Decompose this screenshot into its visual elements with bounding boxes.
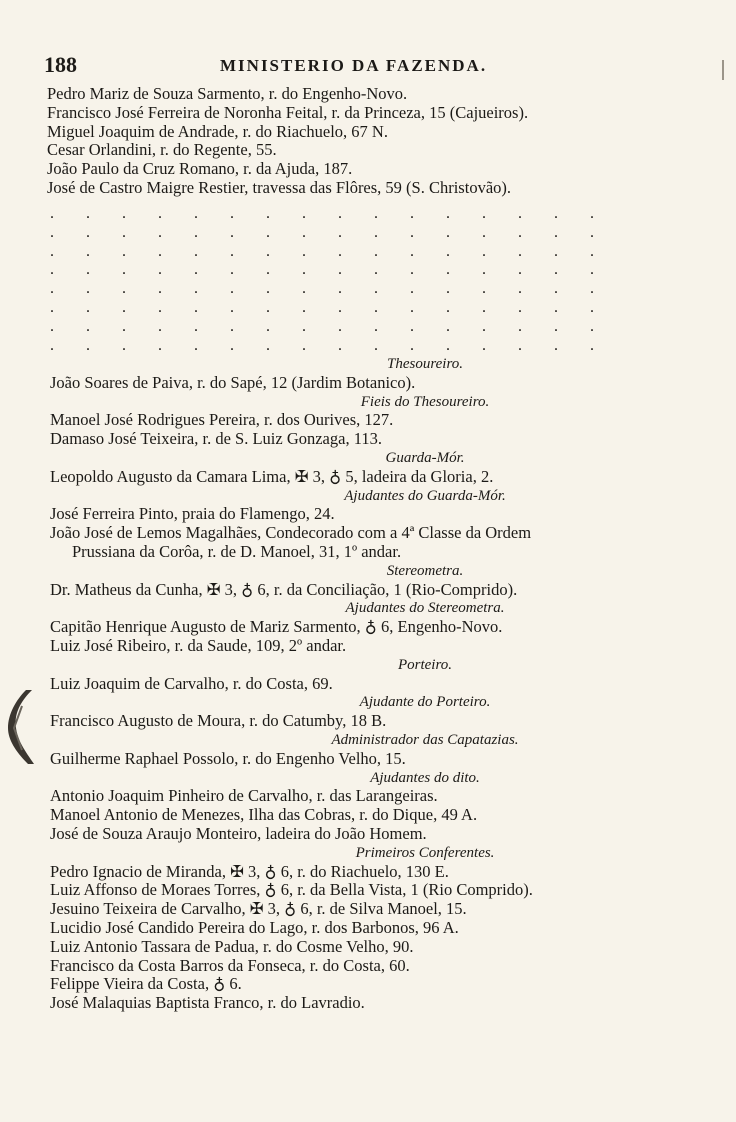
page-header	[44, 52, 664, 78]
dot-row: . . . . . . . . . . . . . . . .	[50, 223, 608, 241]
list-item: José Ferreira Pinto, praia do Flamengo, 24.	[50, 504, 335, 524]
page-number: 188	[44, 52, 77, 77]
section-heading: Fieis do Thesoureiro.	[360, 393, 490, 410]
dot-row: . . . . . . . . . . . . . . . .	[50, 336, 608, 354]
section-heading: Ajudantes do Guarda-Mór.	[344, 487, 506, 504]
list-item: Luiz Joaquim de Carvalho, r. do Costa, 69.	[50, 673, 333, 693]
list-item: João José de Lemos Magalhães, Condecorado com a 4ª Classe da Ordem	[50, 523, 532, 543]
section-heading: Ajudantes do dito.	[370, 769, 480, 786]
list-item: Lucidio José Candido Pereira do Lago, r. dos Barbonos, 96 A.	[50, 917, 459, 937]
list-item-continuation: Prussiana da Corôa, r. de D. Manoel, 31, 1º andar.	[72, 541, 402, 561]
dot-row: . . . . . . . . . . . . . . . .	[50, 298, 608, 316]
margin-mark	[722, 60, 724, 80]
section-heading: Guarda-Mór.	[385, 449, 465, 466]
list-item: Francisco da Costa Barros da Fonseca, r. do Costa, 60.	[50, 955, 410, 975]
list-item: José de Castro Maigre Restier, travessa das Flôres, 59 (S. Christovão).	[47, 177, 512, 197]
list-item: Jesuino Teixeira de Carvalho, ✠ 3, ♁ 6, r. de Silva Manoel, 15.	[50, 899, 467, 919]
list-item: Miguel Joaquim de Andrade, r. do Riachuelo, 67 N.	[47, 121, 388, 141]
section-heading: Ajudante do Porteiro.	[359, 694, 491, 711]
dot-row: . . . . . . . . . . . . . . . .	[50, 242, 608, 260]
sections-list	[50, 355, 710, 1013]
list-item: Francisco José Ferreira de Noronha Feital, r. da Princeza, 15 (Cajueiros).	[47, 102, 529, 122]
dot-row: . . . . . . . . . . . . . . . .	[50, 261, 608, 279]
list-item: Manoel José Rodrigues Pereira, r. dos Ourives, 127.	[50, 410, 394, 430]
list-item: José Malaquias Baptista Franco, r. do Lavradio.	[50, 993, 365, 1013]
list-item: Felippe Vieira da Costa, ♁ 6.	[50, 974, 242, 994]
list-item: Guilherme Raphael Possolo, r. do Engenho Velho, 15.	[50, 748, 406, 768]
section-heading: Porteiro.	[397, 656, 453, 673]
list-item: Capitão Henrique Augusto de Mariz Sarmento, ♁ 6, Engenho-Novo.	[50, 617, 503, 637]
section-heading: Thesoureiro.	[387, 356, 463, 372]
list-item: Francisco Augusto de Moura, r. do Catumby, 18 B.	[50, 711, 387, 731]
margin-ornament-icon	[2, 688, 36, 766]
list-item: José de Souza Araujo Monteiro, ladeira do João Homem.	[50, 823, 427, 843]
list-item: Dr. Matheus da Cunha, ✠ 3, ♁ 6, r. da Conciliação, 1 (Rio-Comprido).	[50, 579, 518, 599]
list-item: Damaso José Teixeira, r. de S. Luiz Gonzaga, 113.	[50, 429, 382, 449]
list-item: Cesar Orlandini, r. do Regente, 55.	[47, 140, 277, 160]
running-head: MINISTERIO DA FAZENDA.	[220, 56, 488, 75]
list-item: João Paulo da Cruz Romano, r. da Ajuda, 187.	[47, 159, 353, 179]
dot-row: . . . . . . . . . . . . . . . .	[50, 280, 608, 298]
list-item: Luiz Antonio Tassara de Padua, r. do Cosme Velho, 90.	[50, 936, 414, 956]
section-heading: Administrador das Capatazias.	[331, 731, 519, 748]
dot-leader-block	[50, 205, 608, 355]
list-item: Pedro Mariz de Souza Sarmento, r. do Engenho-Novo.	[47, 84, 408, 103]
list-item: Antonio Joaquim Pinheiro de Carvalho, r. das Larangeiras.	[50, 786, 438, 806]
list-item: Luiz Affonso de Moraes Torres, ♁ 6, r. da Bella Vista, 1 (Rio Comprido).	[50, 880, 533, 900]
top-entry-list	[47, 85, 687, 198]
list-item: Pedro Ignacio de Miranda, ✠ 3, ♁ 6, r. do Riachuelo, 130 E.	[50, 861, 449, 881]
list-item: Manoel Antonio de Menezes, Ilha das Cobras, r. do Dique, 49 A.	[50, 805, 478, 825]
section-heading: Primeiros Conferentes.	[355, 844, 495, 861]
section-heading: Ajudantes do Stereometra.	[345, 600, 505, 617]
section-heading: Stereometra.	[386, 562, 464, 579]
list-item: Leopoldo Augusto da Camara Lima, ✠ 3, ♁ 5, ladeira da Gloria, 2.	[50, 466, 494, 486]
dot-row: . . . . . . . . . . . . . . . .	[50, 205, 608, 222]
list-item: Luiz José Ribeiro, r. da Saude, 109, 2º andar.	[50, 635, 347, 655]
dot-row: . . . . . . . . . . . . . . . .	[50, 317, 608, 335]
list-item: João Soares de Paiva, r. do Sapé, 12 (Jardim Botanico).	[50, 372, 416, 392]
